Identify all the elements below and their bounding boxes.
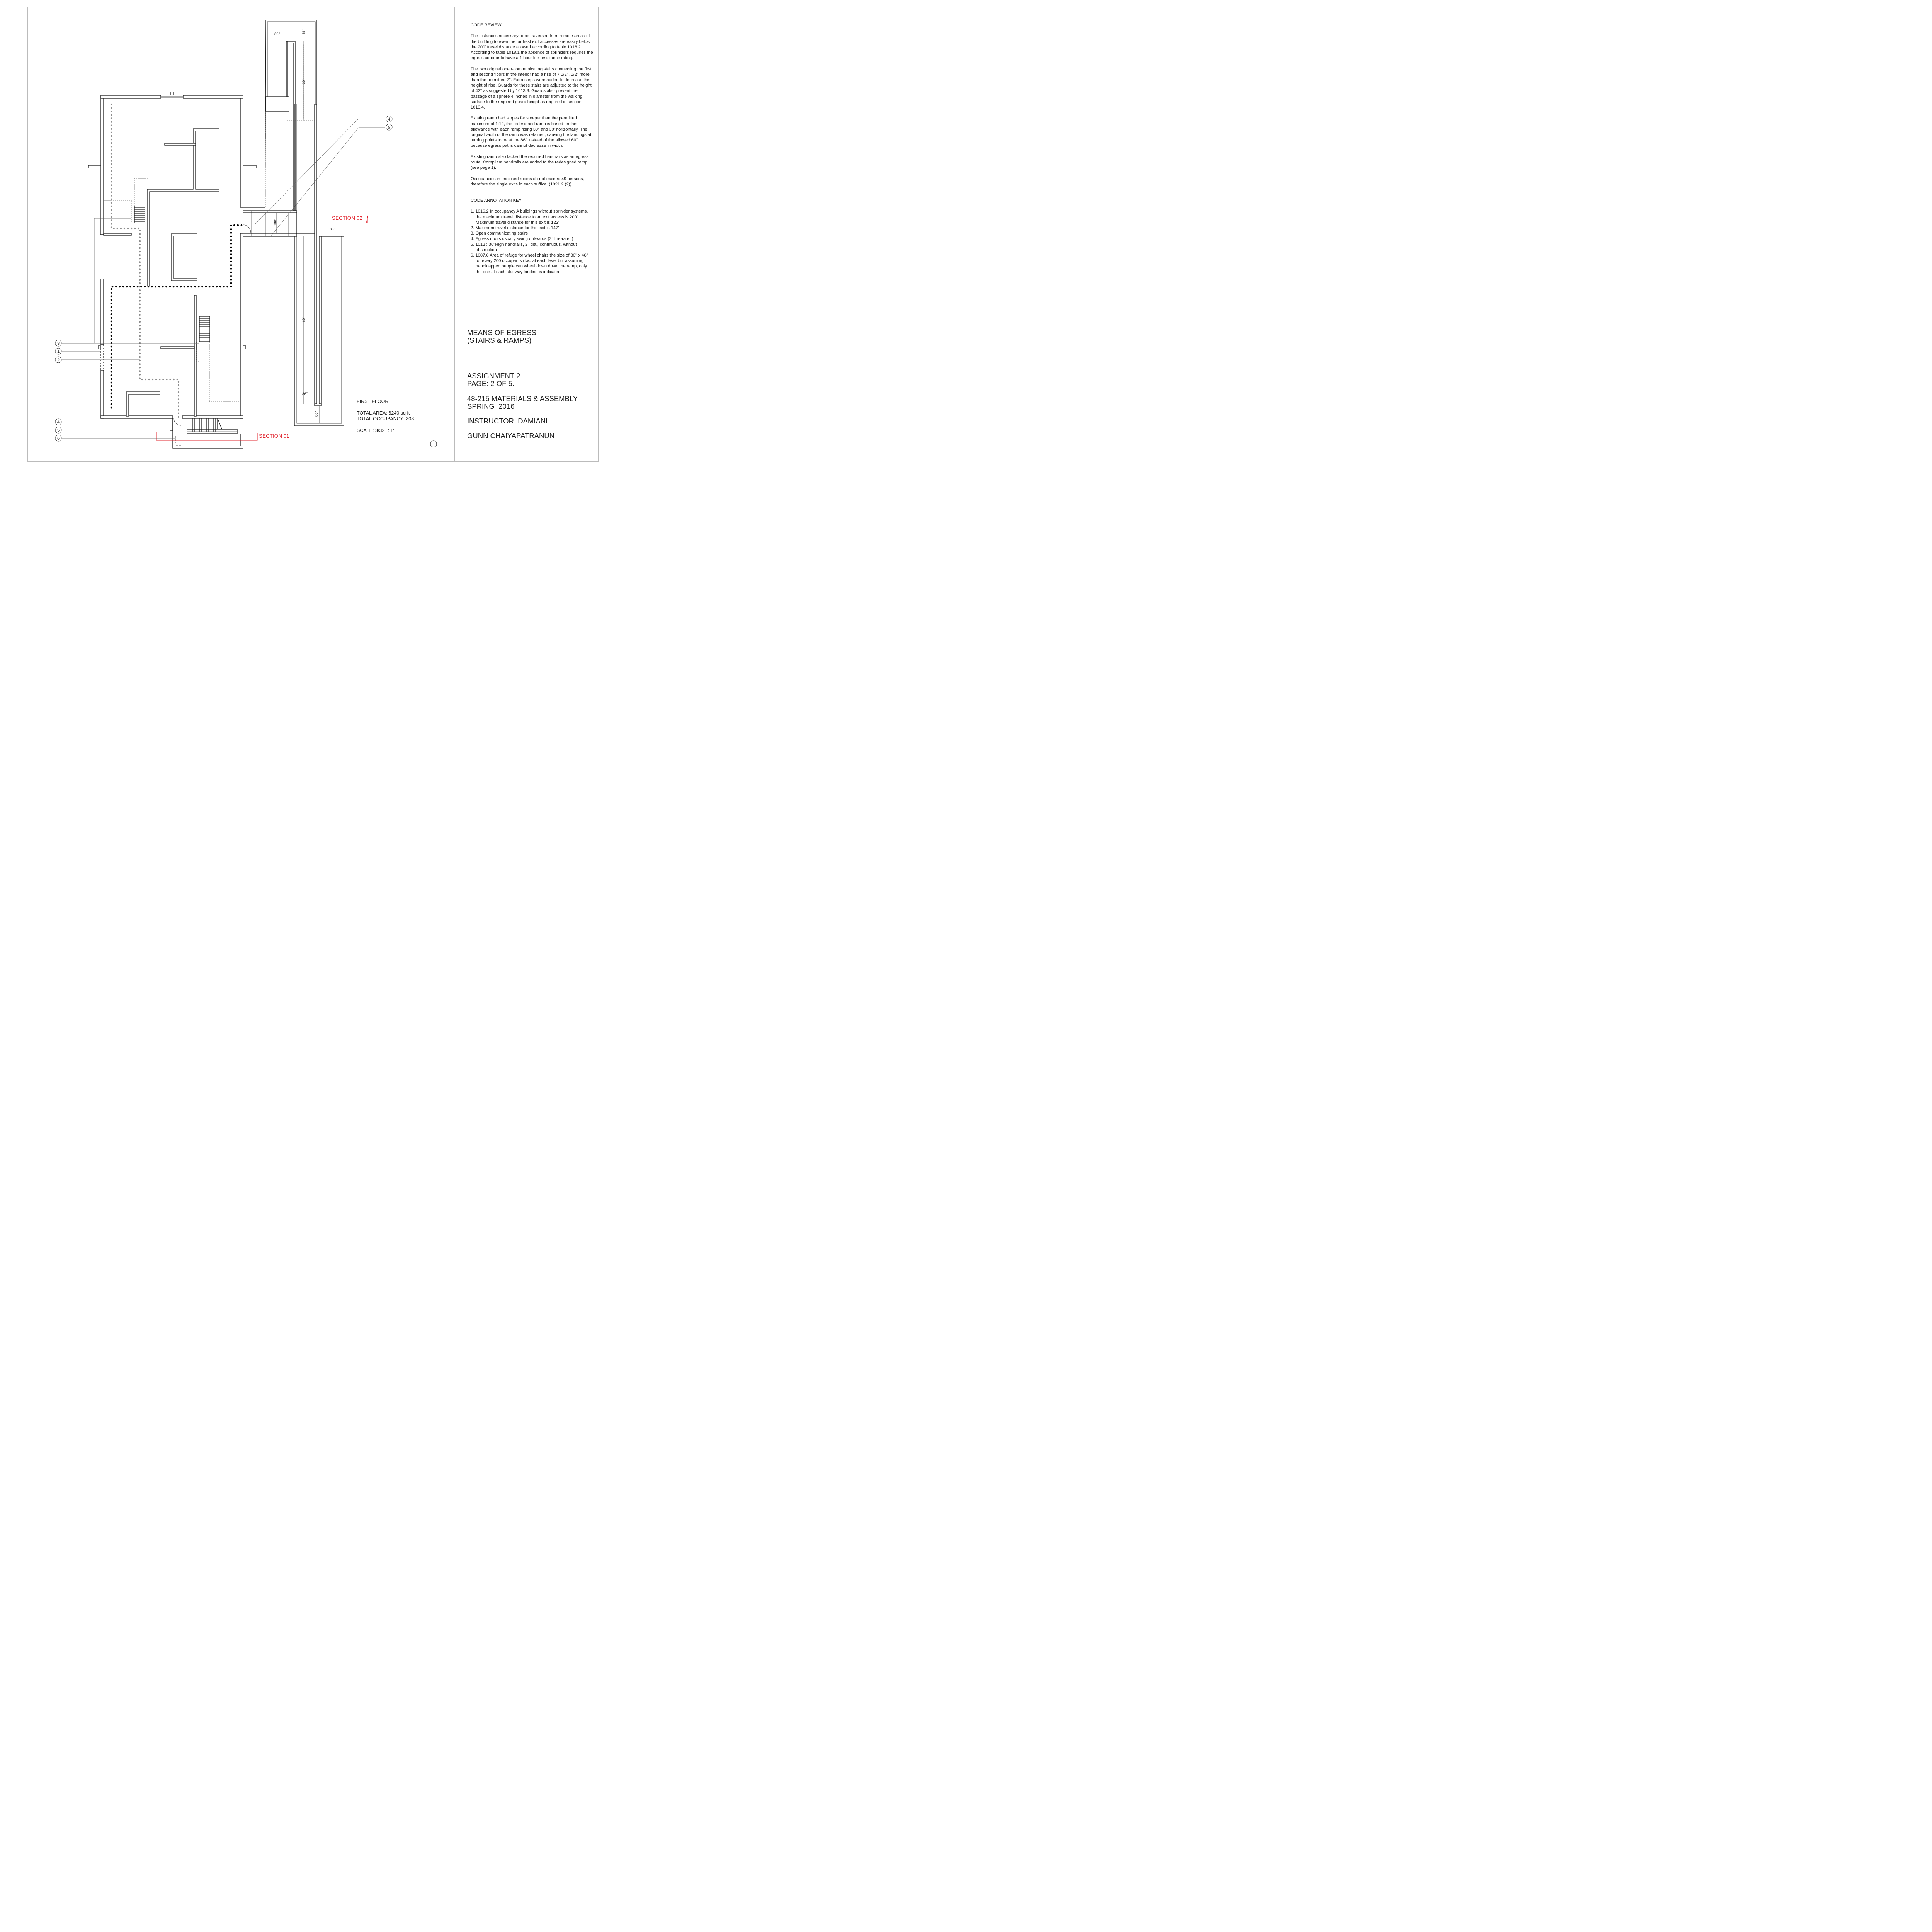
dim-ramp-width-top: 86'' (274, 32, 280, 36)
floor-info (357, 399, 414, 434)
svg-text:4: 4 (57, 420, 60, 425)
callout-1 (55, 348, 61, 354)
area-of-refuge-entry (176, 435, 182, 445)
sheet-title: MEANS OF EGRESS (467, 328, 536, 337)
callout-5-east (386, 124, 392, 130)
annotation-key-item: 5. 1012 : 36''High handrails, 2'' dia., continuous, without obstruction (471, 242, 577, 252)
drawing-sheet (0, 0, 606, 468)
svg-text:1: 1 (57, 349, 60, 354)
course-term: SPRING 2016 (467, 402, 515, 410)
svg-text:3: 3 (57, 341, 60, 346)
annotation-key-item: 1. 1016.2 In occupancy A buildings without sprinkler systems, the maximum travel distance to an exit access is 200'. Maximum travel distance for this exit is 122' (471, 209, 588, 225)
north-arrow-icon (430, 441, 437, 447)
dim-run-30: 30'' (302, 78, 306, 84)
annotation-key-heading: CODE ANNOTATION KEY: (471, 198, 523, 203)
assignment-label: ASSIGNMENT 2 (467, 372, 520, 380)
egress-path-primary (111, 225, 242, 409)
callout-4-east (386, 116, 392, 122)
code-review-heading: CODE REVIEW (471, 23, 502, 27)
svg-text:4: 4 (388, 117, 391, 122)
interior-walls (104, 129, 219, 431)
page-number: PAGE: 2 OF 5. (467, 379, 515, 388)
total-area: TOTAL AREA: 6240 sq ft (357, 410, 410, 416)
callout-leaders (62, 119, 385, 438)
code-review-paragraph: The two original open-communicating stairs connecting the first and second floors in the interior had a rise of 7 1/2'', 1/2'' more than the permitted 7''. Extra steps were added to decrease this height of rise. Guards for these stairs are adjusted to the height of 42'' as suggested by 1013.3. Guards also prevent the passage of a sphere 4 inches in diameter from the walking surface to the required guard height as required in section 1013.4. (471, 66, 592, 110)
door-swing-east (243, 225, 251, 233)
annotation-key-item: 6. 1007.6 Area of refuge for wheel chairs the size of 30'' x 48'' for every 200 occupants (two at each level but assuming handicapped people can wheel down down the ramp, only the one at each stairway landing is indicated (471, 253, 588, 274)
code-review-paragraph: Existing ramp had slopes far steeper than the permitted maximum of 1:12, the redesigned ramp is based on this allowance with each ramp rising 30'' and 30' horizontally. The original width of the ramp was retained, causing the landings at turning points to be at the 86'' instead of the allowed 60'' because egress paths cannot decrease in width. (471, 116, 592, 148)
dim-corridor-108: 108'' (273, 218, 277, 226)
callout-4-entry (55, 419, 61, 425)
floor-name: FIRST FLOOR (357, 399, 389, 404)
code-review-panel (461, 14, 592, 318)
section-01-label: SECTION 01 (259, 433, 289, 439)
annotation-key-item: 3. Open communicating stairs (471, 231, 528, 236)
callout-2 (55, 357, 61, 363)
svg-text:5: 5 (388, 125, 391, 130)
course-name: 48-215 MATERIALS & ASSEMBLY (467, 395, 578, 403)
dim-run-60: 60'' (302, 316, 306, 322)
dim-landing-top: 86'' (302, 29, 306, 34)
author-name: GUNN CHAIYAPATRANUN (467, 432, 555, 440)
annotation-key-item: 2. Maximum travel distance for this exit is 147' (471, 226, 559, 231)
egress-path-secondary (111, 104, 179, 417)
annotation-key-item: 4. Egress doors usually swing outwards (2'' fire-rated) (471, 236, 573, 242)
svg-text:5: 5 (57, 428, 60, 433)
code-review-paragraph: Occupancies in enclosed rooms do not exceed 49 persons, therefore the single exits in each suffice. (1021.2.(2)) (471, 176, 584, 187)
interior-stair-north (134, 206, 145, 223)
drawing-scale: SCALE: 3/32'' : 1' (357, 428, 394, 433)
code-review-paragraph: The distances necessary to be traversed from remote areas of the building to even the farthest exit accesses are easily below the 200' travel distance allowed according to table 1016.2. According to table 1018.1 the absence of sprinklers requires the egress corridor to have a 1 hour fire resistance rating. (471, 34, 593, 61)
title-block (461, 324, 592, 455)
instructor-name: INSTRUCTOR: DAMIANI (467, 417, 548, 425)
interior-stair-south (199, 316, 210, 342)
section-02-label: SECTION 02 (332, 215, 362, 221)
callout-5-entry (55, 427, 61, 433)
exterior-entry-stair (173, 418, 243, 448)
dim-ramp-width-right: 86'' (330, 227, 335, 231)
dim-ramp-width-bottom: 86'' (302, 392, 308, 396)
total-occupancy: TOTAL OCCUPANCY: 208 (357, 416, 414, 422)
callout-6 (55, 435, 61, 441)
dim-landing-bottom: 86'' (315, 411, 319, 417)
sheet-subtitle: (STAIRS & RAMPS) (467, 336, 532, 344)
callout-3 (55, 340, 61, 346)
svg-text:6: 6 (57, 436, 60, 441)
svg-text:2: 2 (57, 358, 60, 362)
code-review-paragraph: Existing ramp also lacked the required handrails as an egress route. Compliant handrails are added to the redesigned ramp (see page 1). (471, 154, 589, 170)
